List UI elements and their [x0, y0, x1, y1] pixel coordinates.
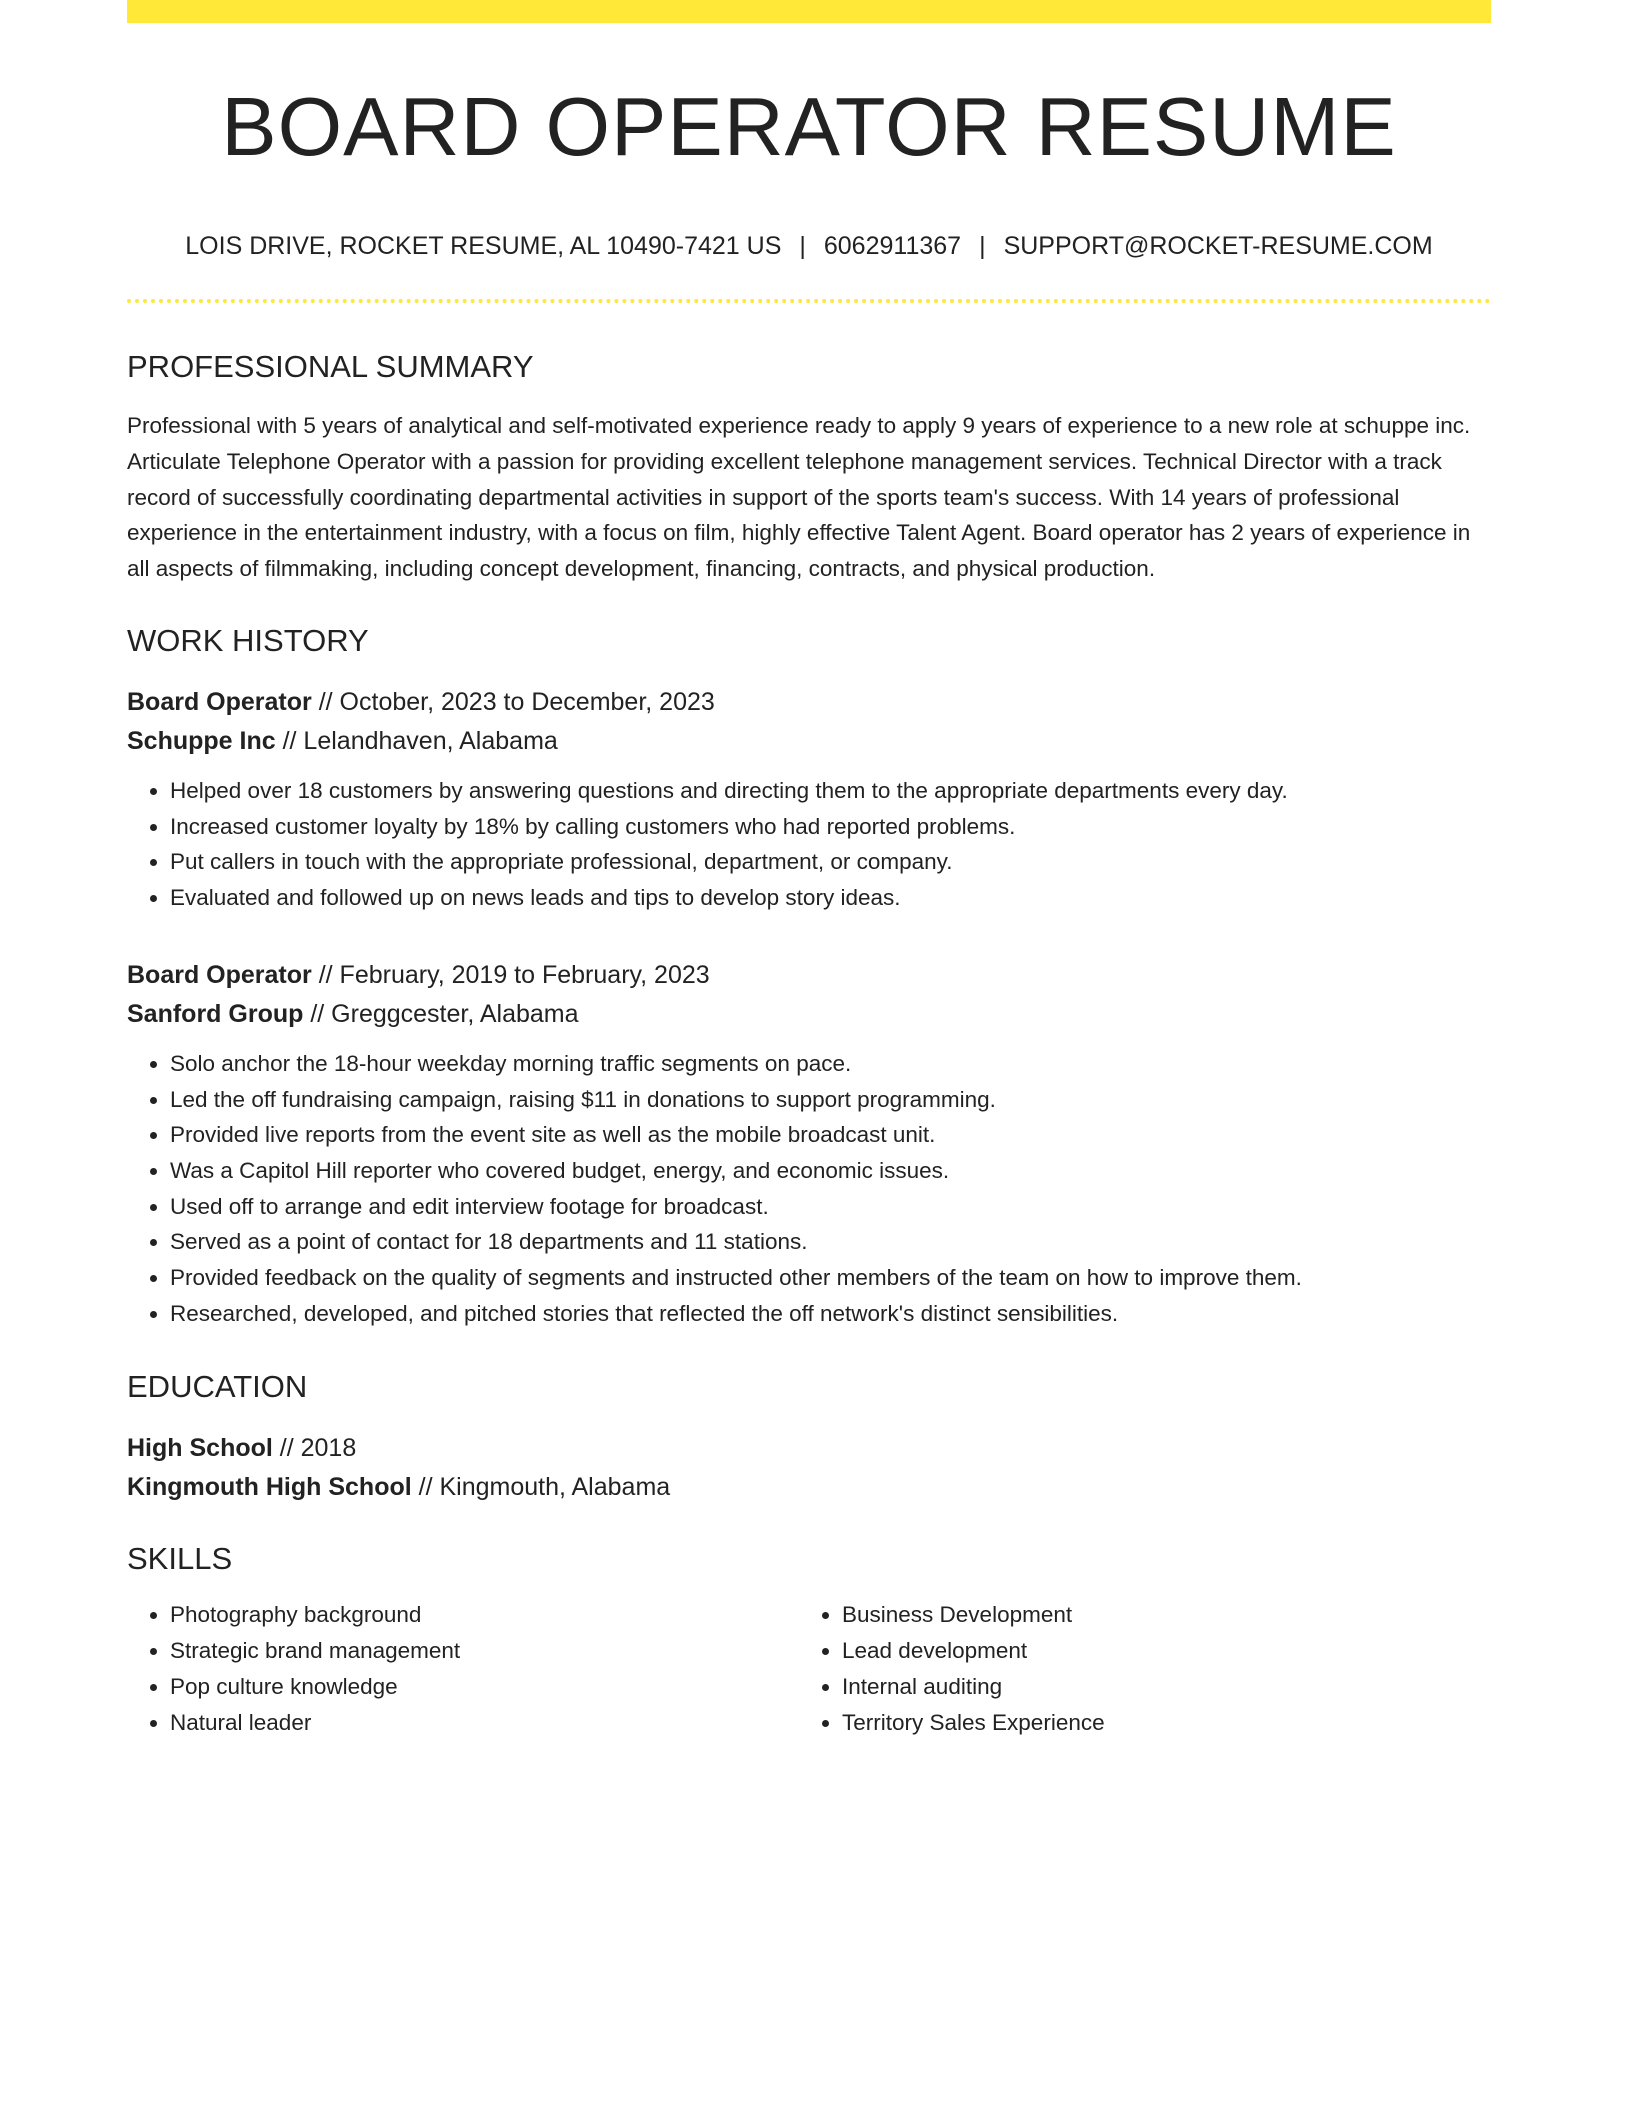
skill-item: • Photography background [170, 1597, 799, 1633]
skill-item: • Pop culture knowledge [170, 1669, 799, 1705]
resume-title: BOARD OPERATOR RESUME [221, 80, 1397, 173]
list-item: • Increased customer loyalty by 18% by calling customers who had reported problems. [170, 809, 1491, 845]
skills-heading: SKILLS [127, 1541, 233, 1577]
job-location: // Lelandhaven, Alabama [275, 726, 558, 755]
list-item: • Was a Capitol Hill reporter who covered budget, energy, and economic issues. [170, 1153, 1491, 1189]
education-degree-line [127, 1429, 1491, 1468]
skill-item: • Natural leader [170, 1705, 799, 1741]
job-company: Schuppe Inc [127, 726, 276, 755]
list-item: • Served as a point of contact for 18 departments and 11 stations. [170, 1224, 1491, 1260]
job-company: Sanford Group [127, 999, 304, 1028]
summary-heading: PROFESSIONAL SUMMARY [127, 349, 534, 384]
job-entry [127, 956, 1491, 1332]
job-dates: // February, 2019 to February, 2023 [311, 960, 710, 989]
education-school: Kingmouth High School [127, 1473, 412, 1502]
list-item: • Provided feedback on the quality of segments and instructed other members of the team on how to improve them. [170, 1260, 1491, 1296]
accent-top-bar [127, 0, 1491, 23]
job-title: Board Operator [127, 960, 312, 989]
education-degree: High School [127, 1434, 273, 1463]
skill-item: • Business Development [842, 1597, 1471, 1633]
contact-phone: 6062911367 [823, 232, 962, 260]
job-title-line [127, 956, 1491, 995]
job-bullets [127, 773, 1491, 916]
contact-email: SUPPORT@ROCKET-RESUME.COM [1003, 232, 1433, 260]
job-location: // Greggcester, Alabama [303, 999, 579, 1028]
list-item: • Researched, developed, and pitched stories that reflected the off network's distinct sensibilities. [170, 1296, 1491, 1332]
job-bullets [127, 1046, 1491, 1332]
list-item: • Evaluated and followed up on news leads and tips to develop story ideas. [170, 880, 1491, 916]
list-item: • Solo anchor the 18-hour weekday morning traffic segments on pace. [170, 1046, 1491, 1082]
list-item: • Used off to arrange and edit interview footage for broadcast. [170, 1189, 1491, 1225]
job-company-line [127, 995, 1491, 1034]
contact-separator: | [799, 232, 806, 260]
work-history-heading: WORK HISTORY [127, 622, 369, 658]
list-item: • Put callers in touch with the appropriate professional, department, or company. [170, 844, 1491, 880]
dotted-divider [127, 299, 1491, 303]
job-company-line [127, 722, 1491, 761]
education-location: // Kingmouth, Alabama [411, 1473, 671, 1502]
education-year: // 2018 [272, 1434, 357, 1463]
list-item: • Provided live reports from the event site as well as the mobile broadcast unit. [170, 1117, 1491, 1153]
skill-item: • Lead development [842, 1633, 1471, 1669]
contact-separator: | [979, 232, 986, 260]
summary-text: Professional with 5 years of analytical and self-motivated experience ready to apply 9 years of experience to a new role at schuppe inc. Articulate Telephone Operator with a passion for providing excellent telephone management services. Technical Director with a track record of successfully coordinating departmental activities in support of the sports team's success. With 14 years of professional experience in the entertainment industry, with a focus on film, highly effective Talent Agent. Board operator has 2 years of experience in all aspects of filmmaking, including concept development, financing, contracts, and physical production. [127, 413, 1471, 582]
contact-line [127, 234, 1491, 259]
job-title: Board Operator [127, 687, 312, 716]
resume-page [127, 0, 1491, 1741]
skills-column-left [127, 1597, 799, 1741]
education-heading: EDUCATION [127, 1369, 308, 1405]
skill-item: • Territory Sales Experience [842, 1705, 1471, 1741]
job-title-line [127, 683, 1491, 722]
job-dates: // October, 2023 to December, 2023 [311, 687, 715, 716]
skills-column-right [799, 1597, 1471, 1741]
skill-item: • Internal auditing [842, 1669, 1471, 1705]
list-item: • Led the off fundraising campaign, raising $11 in donations to support programming. [170, 1082, 1491, 1118]
contact-address: LOIS DRIVE, ROCKET RESUME, AL 10490-7421 US [185, 232, 782, 260]
education-school-line [127, 1468, 1491, 1507]
job-entry [127, 683, 1491, 916]
list-item: • Helped over 18 customers by answering questions and directing them to the appropriate departments every day. [170, 773, 1491, 809]
skills-grid [127, 1597, 1491, 1741]
skill-item: • Strategic brand management [170, 1633, 799, 1669]
